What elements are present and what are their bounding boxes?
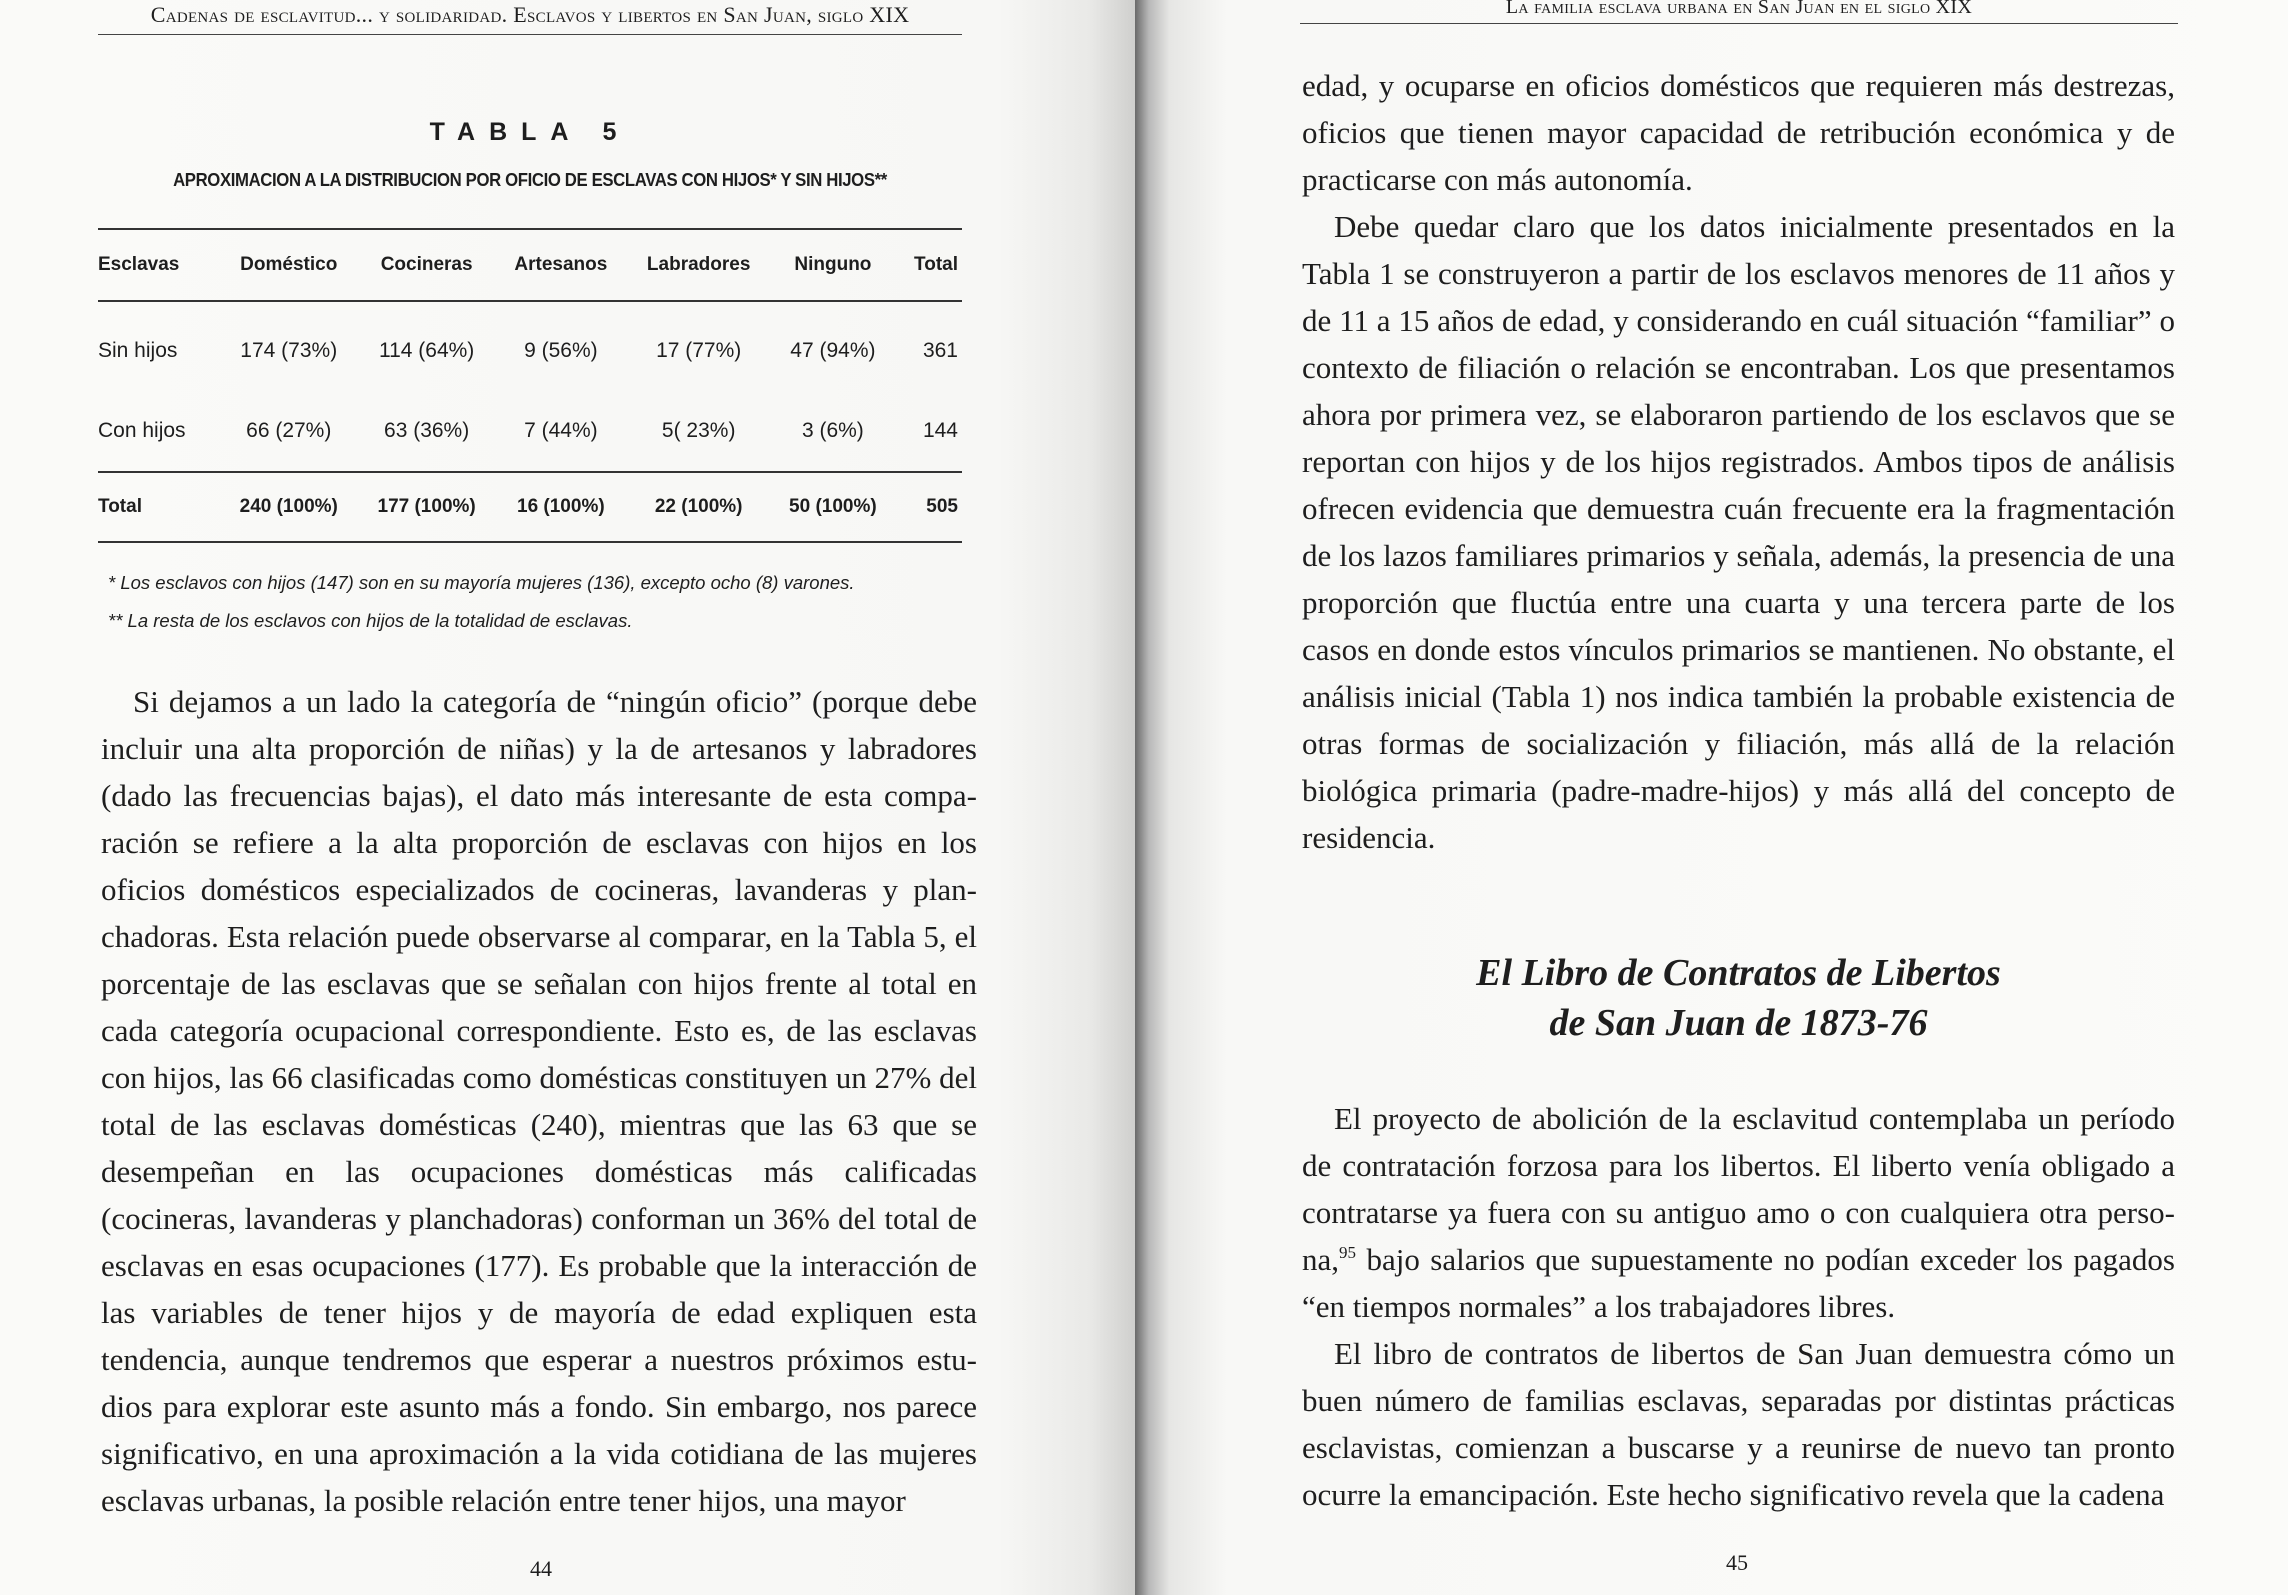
table-cell: 63 (36%) — [384, 419, 470, 442]
table-total-cell: 16 (100%) — [496, 472, 627, 542]
table-header-cell: Cocineras — [358, 229, 496, 301]
footnote-reference: 95 — [1339, 1243, 1357, 1262]
table-total-cell: 50 (100%) — [771, 472, 894, 542]
table-total-cell: 505 — [895, 472, 962, 542]
paragraph: El libro de contratos de libertos de San Juan demuestra cómo un buen número de familias esclavas, separadas por distintas prácticas esclavistas, comienzan a buscarse y a reunirse de nuevo tan pronto ocurre la emancipación. Este hecho significativo revela que la cadena — [1302, 1336, 2175, 1512]
table-cell: 144 — [922, 419, 958, 442]
table-footnotes — [98, 564, 962, 640]
paragraph: Debe quedar claro que los datos inicialmente presentados en la Tabla 1 se construyeron a partir de los esclavos menores de 11 años y de 11 a 15 años de edad, y considerando en cuál situación “familiar” o contexto de filiación o relación se encontraban. Los que presentamos ahora por primera vez, se elaboraron partiendo de los esclavos que se reportan con hijos y de los hijos registrados. Ambos tipos de análisis ofrecen evidencia que demuestra cuán frecuente era la fragmentación de los lazos familiares primarios y señala, además, la presencia de una proporción que fluctúa entre una cuarta y una tercera parte de los casos en donde estos vínculos primarios se mantienen. No obstante, el análisis inicial (Tabla 1) nos indica también la probable existencia de otras formas de socialización y filiación, más allá de la relación biológica primaria (padre-madre-hijos) y más allá del concepto de residencia. — [1302, 209, 2175, 855]
table-row — [98, 301, 962, 391]
section-heading-line: de San Juan de 1873-76 — [1549, 1002, 1928, 1044]
table-cell: 5( 23%) — [661, 419, 736, 442]
table-header-cell: Ninguno — [771, 229, 894, 301]
table-cell: Sin hijos — [98, 339, 178, 362]
table-title: TABLA 5 — [429, 118, 631, 146]
paragraph-text: El proyecto de abolición de la esclavitud contemplaba un período de contratación forzosa para los libertos. El liberto venía obligado a contratarse ya fuera con su antiguo amo o con cualquiera otra persona, — [1302, 1101, 2175, 1277]
paragraph-text: bajo salarios que supuestamente no podían exceder los pagados “en tiempos normales” a los trabajadores libres. — [1302, 1242, 2175, 1324]
running-head-left: Cadenas de esclavitud... y solidaridad. Esclavos y libertos en San Juan, siglo XIX — [98, 2, 962, 35]
footnote: * Los esclavos con hijos (147) son en su mayoría mujeres (136), excepto ocho (8) varones. — [108, 572, 855, 593]
table-cell: 3 (6%) — [801, 419, 864, 442]
table-header-cell: Total — [895, 229, 962, 301]
table-header-cell: Artesanos — [496, 229, 627, 301]
table-total-cell: 240 (100%) — [220, 472, 358, 542]
body-text-right-bottom — [1302, 1095, 2175, 1518]
table-header-cell: Labradores — [626, 229, 771, 301]
table-header-row — [98, 229, 962, 301]
table-cell: 9 (56%) — [524, 339, 598, 362]
table-cell: 7 (44%) — [524, 419, 598, 442]
table-header-cell: Esclavas — [98, 229, 220, 301]
body-text-right-top — [1302, 62, 2175, 861]
page-number-right: 45 — [1726, 1550, 1748, 1575]
table-cell: 361 — [922, 339, 958, 362]
table-cell: Con hijos — [98, 419, 186, 442]
table-total-cell: 177 (100%) — [358, 472, 496, 542]
table-header-cell: Doméstico — [220, 229, 358, 301]
table-cell: 114 (64%) — [378, 339, 475, 362]
page-number-left: 44 — [530, 1556, 552, 1581]
table-cell: 17 (77%) — [656, 339, 742, 362]
table-total-cell: 22 (100%) — [626, 472, 771, 542]
paragraph — [1302, 1095, 2175, 1330]
paragraph: Si dejamos a un lado la categoría de “ningún oficio” (porque debe incluir una alta proporción de niñas) y la de artesanos y labradores (dado las frecuencias bajas), el dato más interesante de esta comparación se refiere a la alta proporción de esclavas con hijos en los oficios domésticos especializados de cocineras, lavanderas y planchadoras. Esta relación puede observarse al comparar, en la Tabla 5, el porcentaje de las esclavas que se señalan con hijos frente al total en cada categoría ocupacional correspondiente. Esto es, de las esclavas con hijos, las 66 clasificadas como domésticas constituyen un 27% del total de las esclavas domésticas (240), mientras que las 63 que se desempeñan en las ocupaciones domésticas más calificadas (cocineras, lavanderas y planchadoras) conforman un 36% del total de esclavas en esas ocupaciones (177). Es probable que la interacción de las variables de tener hijos y de mayoría de edad expliquen esta tendencia, aunque tendremos que esperar a nuestros próximos estudios para explorar este asunto más a fondo. Sin embargo, nos parece significativo, en una aproximación a la vida cotidiana de las mujeres esclavas urbanas, la posible relación entre tener hijos, una mayor — [101, 684, 977, 1518]
section-heading-line: El Libro de Contratos de Libertos — [1476, 952, 2001, 994]
table-cell: 66 (27%) — [246, 419, 332, 442]
body-text-left — [101, 678, 977, 1524]
table-subtitle: APROXIMACION A LA DISTRIBUCION POR OFICIO DE ESCLAVAS CON HIJOS* Y SIN HIJOS** — [173, 170, 887, 190]
table-row — [98, 391, 962, 472]
data-table — [98, 228, 962, 543]
footnote: ** La resta de los esclavos con hijos de la totalidad de esclavas. — [108, 610, 633, 631]
table-total-cell: Total — [98, 472, 220, 542]
table-cell: 174 (73%) — [240, 339, 338, 362]
running-head-right: La familia esclava urbana en San Juan en el siglo XIX — [1300, 0, 2178, 24]
section-heading — [1302, 948, 2175, 1048]
left-page — [0, 0, 1135, 1595]
paragraph: edad, y ocuparse en oficios domésticos que requieren más destrezas, oficios que tienen mayor capacidad de retribución económica y de practicarse con más autonomía. — [1302, 68, 2175, 197]
table-cell: 47 (94%) — [790, 339, 876, 362]
table-total-row — [98, 472, 962, 542]
